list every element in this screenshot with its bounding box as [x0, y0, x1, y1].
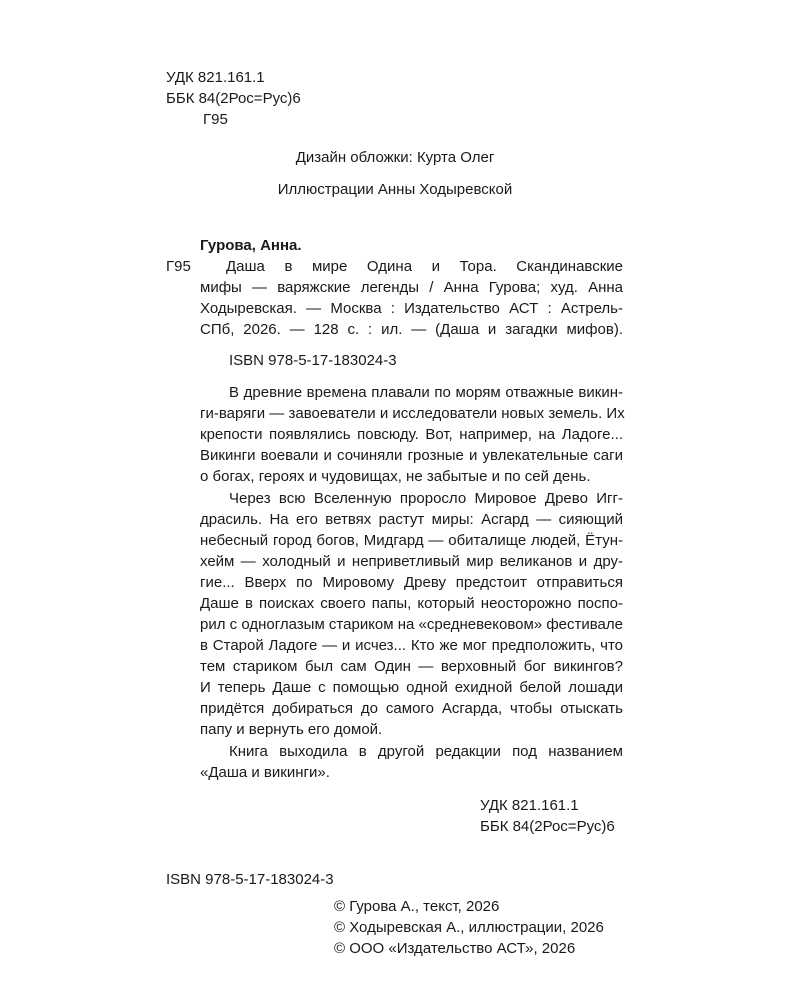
footer-udk-code: УДК 821.161.1 [480, 797, 579, 814]
annotation-line: Даше в поисках своего папы, который неосторожно поспо- [200, 595, 623, 612]
annotation-line: небесный город богов, Мидгард — обиталище людей, Ётун- [200, 532, 623, 549]
copyright-line: © Гурова А., текст, 2026 [334, 898, 500, 915]
annotation-line: «Даша и викинги». [200, 764, 330, 781]
annotation-line: папу и вернуть его домой. [200, 721, 383, 738]
annotation-line: драсиль. На его ветвях растут миры: Асгард — сияющий [200, 511, 623, 528]
annotation-line: хейм — холодный и неприветливый мир великанов и дру- [200, 553, 623, 570]
catalog-author-mark: Г95 [166, 258, 191, 275]
annotation-line: рил с одноглазым стариком на «средневековом» фестивале [200, 616, 623, 633]
catalog-author: Гурова, Анна. [200, 237, 302, 254]
annotation-line: Через всю Вселенную проросло Мировое Древо Игг- [229, 490, 623, 507]
annotation-line: гие... Вверх по Мировому Древу предстоит отправиться [200, 574, 623, 591]
catalog-line: СПб, 2026. — 128 с. : ил. — (Даша и загадки мифов). [200, 321, 623, 338]
catalog-line: Ходыревская. — Москва : Издательство АСТ : Астрель- [200, 300, 623, 317]
illustrations-credit: Иллюстрации Анны Ходыревской [277, 181, 513, 198]
footer-bbk-code: ББК 84(2Рос=Рус)6 [480, 818, 615, 835]
copyright-line: © ООО «Издательство АСТ», 2026 [334, 940, 576, 957]
annotation-line: Викинги воевали и сочиняли грозные и увлекательные саги [200, 447, 623, 464]
annotation-line: в Старой Ладоге — и исчез... Кто же мог предположить, что [200, 637, 623, 654]
cover-design-credit: Дизайн обложки: Курта Олег [295, 149, 495, 166]
catalog-line: мифы — варяжские легенды / Анна Гурова; худ. Анна [200, 279, 623, 296]
annotation-line: Книга выходила в другой редакции под названием [229, 743, 623, 760]
annotation-line: В древние времена плавали по морям отважные викин- [229, 384, 623, 401]
annotation-line: И теперь Даше с помощью одной ехидной белой лошади [200, 679, 623, 696]
annotation-line: ги-варяги — завоеватели и исследователи новых земель. Их [200, 405, 625, 422]
annotation-line: крепости появлялись повсюду. Вот, например, на Ладоге... [200, 426, 623, 443]
annotation-line: о богах, героях и чудовищах, не забытые и по сей день. [200, 468, 591, 485]
catalog-line: Даша в мире Одина и Тора. Скандинавские [226, 258, 623, 275]
copyright-line: © Ходыревская А., иллюстрации, 2026 [334, 919, 604, 936]
isbn-bottom: ISBN 978-5-17-183024-3 [166, 871, 334, 888]
udk-code: УДК 821.161.1 [166, 69, 265, 86]
annotation-line: тем стариком был сам Один — верховный бог викингов? [200, 658, 623, 675]
annotation-line: придётся добираться до самого Асгарда, чтобы отыскать [200, 700, 623, 717]
catalog-isbn: ISBN 978-5-17-183024-3 [229, 352, 397, 369]
author-mark: Г95 [203, 111, 228, 128]
bbk-code: ББК 84(2Рос=Рус)6 [166, 90, 301, 107]
